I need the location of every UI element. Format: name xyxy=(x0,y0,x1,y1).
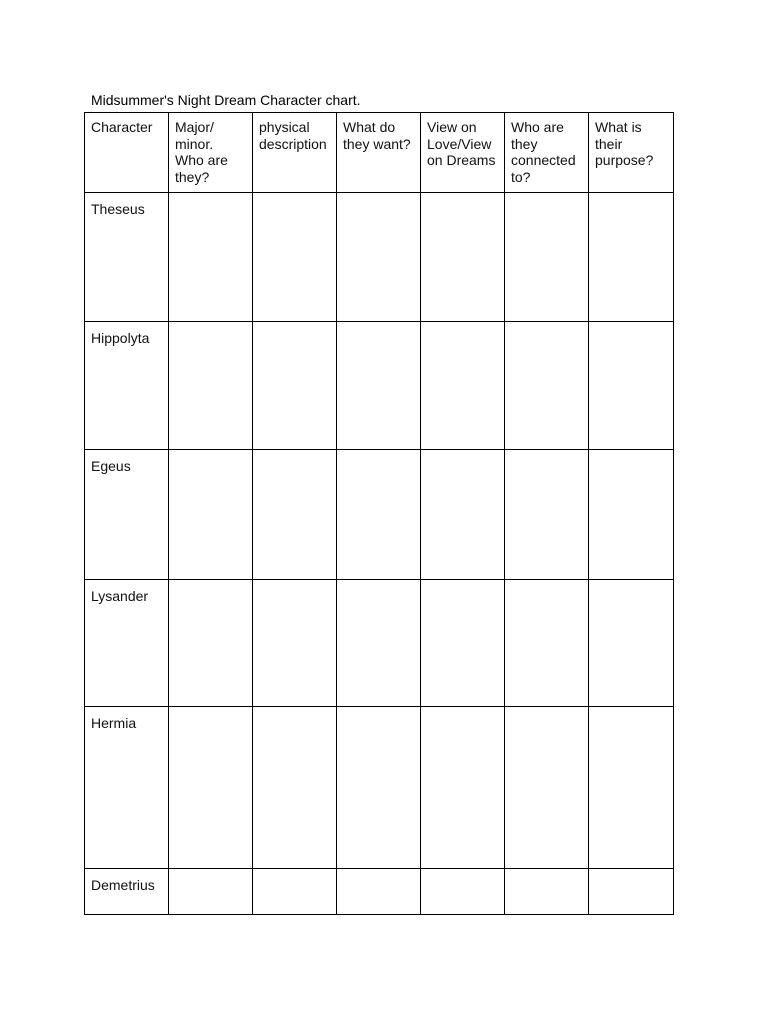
blank-cell[interactable] xyxy=(169,322,253,450)
blank-cell[interactable] xyxy=(505,450,589,580)
blank-cell[interactable] xyxy=(253,869,337,915)
blank-cell[interactable] xyxy=(337,450,421,580)
table-row xyxy=(85,580,674,707)
blank-cell[interactable] xyxy=(421,450,505,580)
header-cell-purpose: What is their purpose? xyxy=(589,113,674,193)
blank-cell[interactable] xyxy=(505,707,589,869)
character-name-cell: Hermia xyxy=(85,707,169,869)
header-cell-view-on-love: View on Love/View on Dreams xyxy=(421,113,505,193)
blank-cell[interactable] xyxy=(421,193,505,322)
character-name-cell: Lysander xyxy=(85,580,169,707)
blank-cell[interactable] xyxy=(337,322,421,450)
character-name-cell: Egeus xyxy=(85,450,169,580)
table-row xyxy=(85,869,674,915)
header-cell-physical-description: physical description xyxy=(253,113,337,193)
table-row xyxy=(85,707,674,869)
blank-cell[interactable] xyxy=(337,580,421,707)
blank-cell[interactable] xyxy=(421,707,505,869)
blank-cell[interactable] xyxy=(169,193,253,322)
blank-cell[interactable] xyxy=(253,450,337,580)
header-cell-character: Character xyxy=(85,113,169,193)
character-name-cell: Hippolyta xyxy=(85,322,169,450)
blank-cell[interactable] xyxy=(505,869,589,915)
header-cell-what-they-want: What do they want? xyxy=(337,113,421,193)
blank-cell[interactable] xyxy=(589,580,674,707)
table-row xyxy=(85,193,674,322)
blank-cell[interactable] xyxy=(337,707,421,869)
blank-cell[interactable] xyxy=(505,193,589,322)
header-cell-major-minor: Major/ minor. Who are they? xyxy=(169,113,253,193)
blank-cell[interactable] xyxy=(421,322,505,450)
blank-cell[interactable] xyxy=(421,869,505,915)
character-name-cell: Theseus xyxy=(85,193,169,322)
document-title: Midsummer's Night Dream Character chart. xyxy=(91,92,361,108)
table-header-row xyxy=(85,113,674,193)
blank-cell[interactable] xyxy=(589,450,674,580)
table-row xyxy=(85,322,674,450)
blank-cell[interactable] xyxy=(589,322,674,450)
blank-cell[interactable] xyxy=(253,193,337,322)
blank-cell[interactable] xyxy=(253,580,337,707)
character-name-cell: Demetrius xyxy=(85,869,169,915)
header-cell-connected-to: Who are they connected to? xyxy=(505,113,589,193)
blank-cell[interactable] xyxy=(169,707,253,869)
blank-cell[interactable] xyxy=(337,869,421,915)
blank-cell[interactable] xyxy=(253,707,337,869)
blank-cell[interactable] xyxy=(169,580,253,707)
blank-cell[interactable] xyxy=(589,869,674,915)
table-row xyxy=(85,450,674,580)
blank-cell[interactable] xyxy=(505,580,589,707)
blank-cell[interactable] xyxy=(589,707,674,869)
blank-cell[interactable] xyxy=(253,322,337,450)
blank-cell[interactable] xyxy=(169,450,253,580)
character-chart-table xyxy=(84,112,674,915)
blank-cell[interactable] xyxy=(169,869,253,915)
blank-cell[interactable] xyxy=(337,193,421,322)
blank-cell[interactable] xyxy=(589,193,674,322)
blank-cell[interactable] xyxy=(505,322,589,450)
blank-cell[interactable] xyxy=(421,580,505,707)
